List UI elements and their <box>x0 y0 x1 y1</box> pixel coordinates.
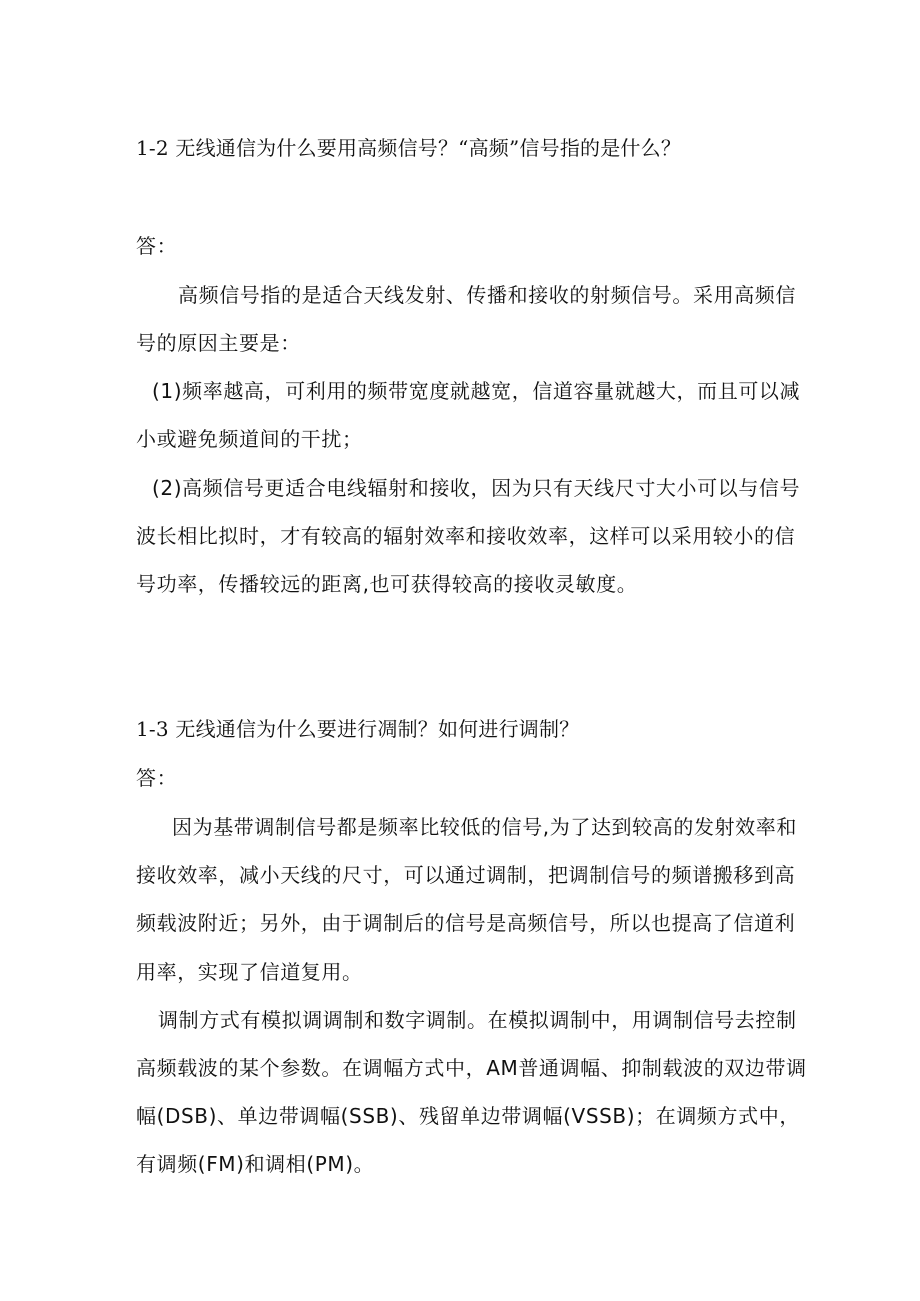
paragraph-line: 调制方式有模拟调调制和数字调制。在模拟调制中，用调制信号去控制 <box>158 1008 797 1032</box>
question-heading: 1-2 无线通信为什么要用高频信号？“高频”信号指的是什么？ <box>136 136 682 160</box>
list-item-line: (2)高频信号更适合电线辐射和接收，因为只有天线尺寸大小可以与信号 <box>152 476 801 500</box>
list-item-line: 小或避免频道间的干扰； <box>136 427 363 451</box>
list-item-line: 波长相比拟时，才有较高的辐射效率和接收效率，这样可以采用较小的信 <box>136 524 796 548</box>
paragraph-line: 高频载波的某个参数。在调幅方式中，AM普通调幅、抑制载波的双边带调 <box>136 1056 807 1080</box>
paragraph-line: 幅(DSB)、单边带调幅(SSB)、残留单边带调幅(VSSB)；在调频方式中， <box>136 1104 800 1128</box>
paragraph-line: 接收效率，减小天线的尺寸，可以通过调制，把调制信号的频谱搬移到高 <box>136 863 796 887</box>
question-heading: 1-3 无线通信为什么要进行凋制？如何进行调制？ <box>136 717 580 741</box>
paragraph-line: 有调频(FM)和调相(PM)。 <box>136 1152 375 1176</box>
list-item-line: (1)频率越高，可利用的频带宽度就越宽，信道容量就越大，而且可以减 <box>152 379 801 403</box>
paragraph-line: 用率，实现了信道复用。 <box>136 960 363 984</box>
answer-label: 答： <box>136 766 178 790</box>
list-item-line: 号功率，传播较远的距离,也可获得较高的接收灵敏度。 <box>136 572 638 596</box>
paragraph-line: 号的原因主要是： <box>136 331 301 355</box>
answer-label: 答： <box>136 234 178 258</box>
paragraph-line: 因为基带调制信号都是频率比较低的信号,为了达到较高的发射效率和 <box>172 815 797 839</box>
paragraph-line: 高频信号指的是适合天线发射、传播和接收的射频信号。采用高频信 <box>178 283 796 307</box>
paragraph-line: 频载波附近；另外，由于调制后的信号是高频信号，所以也提高了信道利 <box>136 911 796 935</box>
